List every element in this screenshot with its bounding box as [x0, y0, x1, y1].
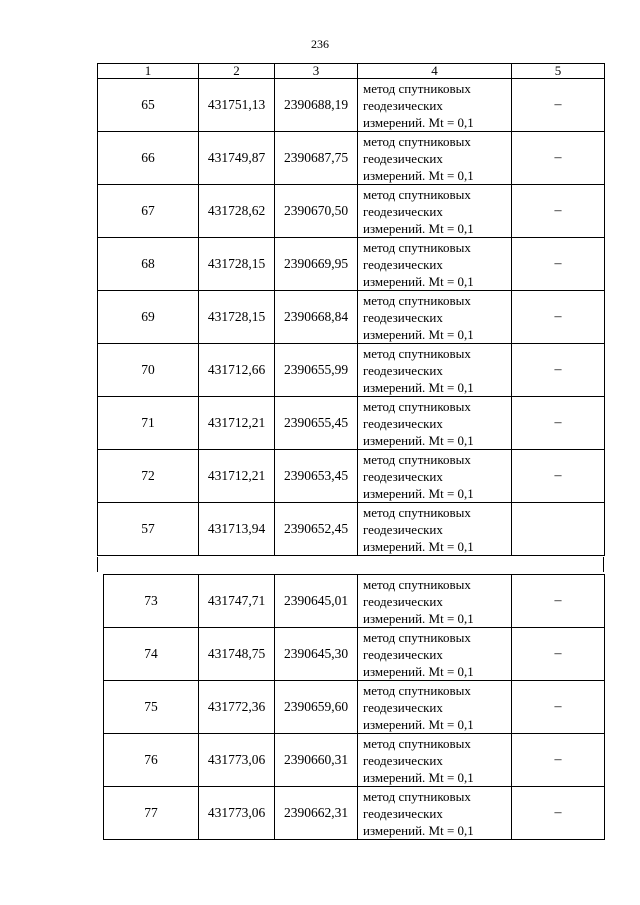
method-line: геодезических [363, 468, 443, 484]
method-cell [358, 185, 512, 238]
header-cell-1: 1 [98, 64, 199, 79]
point-number-cell: 67 [98, 185, 199, 238]
note-cell: – [512, 291, 605, 344]
method-line: метод спутниковых [363, 682, 471, 698]
y-coordinate-cell: 2390655,45 [275, 397, 358, 450]
table-row [98, 185, 605, 238]
y-coordinate-cell: 2390652,45 [275, 503, 358, 556]
method-line: метод спутниковых [363, 398, 471, 414]
table-row [98, 503, 605, 556]
method-cell [358, 132, 512, 185]
table-row [98, 397, 605, 450]
y-coordinate-cell: 2390670,50 [275, 185, 358, 238]
method-line: метод спутниковых [363, 735, 471, 751]
x-coordinate-cell: 431749,87 [199, 132, 275, 185]
method-line: геодезических [363, 150, 443, 166]
x-coordinate-cell: 431772,36 [199, 681, 275, 734]
table-row [104, 681, 605, 734]
point-number-cell: 72 [98, 450, 199, 503]
method-line: измерений. Mt = 0,1 [363, 485, 474, 501]
y-coordinate-cell: 2390668,84 [275, 291, 358, 344]
y-coordinate-cell: 2390669,95 [275, 238, 358, 291]
method-line: геодезических [363, 415, 443, 431]
point-number-cell: 65 [98, 79, 199, 132]
y-coordinate-cell: 2390659,60 [275, 681, 358, 734]
method-line: метод спутниковых [363, 133, 471, 149]
x-coordinate-cell: 431773,06 [199, 734, 275, 787]
table-row [104, 734, 605, 787]
y-coordinate-cell: 2390660,31 [275, 734, 358, 787]
table-row [98, 238, 605, 291]
method-line: геодезических [363, 593, 443, 609]
method-line: метод спутниковых [363, 345, 471, 361]
method-line: метод спутниковых [363, 292, 471, 308]
point-number-cell: 68 [98, 238, 199, 291]
method-line: измерений. Mt = 0,1 [363, 273, 474, 289]
x-coordinate-cell: 431712,66 [199, 344, 275, 397]
method-line: измерений. Mt = 0,1 [363, 538, 474, 554]
method-cell [358, 450, 512, 503]
method-line: измерений. Mt = 0,1 [363, 663, 474, 679]
header-cell-2: 2 [199, 64, 275, 79]
note-cell [512, 503, 605, 556]
method-line: геодезических [363, 203, 443, 219]
x-coordinate-cell: 431751,13 [199, 79, 275, 132]
note-cell: – [512, 681, 605, 734]
method-cell [358, 681, 512, 734]
table-row [98, 291, 605, 344]
y-coordinate-cell: 2390653,45 [275, 450, 358, 503]
method-line: измерений. Mt = 0,1 [363, 432, 474, 448]
point-number-cell: 73 [104, 575, 199, 628]
method-cell [358, 575, 512, 628]
note-cell: – [512, 734, 605, 787]
method-cell [358, 628, 512, 681]
note-cell: – [512, 185, 605, 238]
y-coordinate-cell: 2390688,19 [275, 79, 358, 132]
x-coordinate-cell: 431728,15 [199, 291, 275, 344]
table-row [98, 450, 605, 503]
method-line: геодезических [363, 362, 443, 378]
method-line: геодезических [363, 805, 443, 821]
method-line: геодезических [363, 256, 443, 272]
method-line: измерений. Mt = 0,1 [363, 220, 474, 236]
method-cell [358, 397, 512, 450]
method-cell [358, 787, 512, 840]
point-number-cell: 69 [98, 291, 199, 344]
table-row [104, 575, 605, 628]
point-number-cell: 66 [98, 132, 199, 185]
point-number-cell: 71 [98, 397, 199, 450]
table-row [104, 628, 605, 681]
method-line: метод спутниковых [363, 576, 471, 592]
y-coordinate-cell: 2390645,30 [275, 628, 358, 681]
x-coordinate-cell: 431773,06 [199, 787, 275, 840]
method-cell [358, 503, 512, 556]
x-coordinate-cell: 431748,75 [199, 628, 275, 681]
page-number: 236 [311, 37, 329, 51]
method-line: геодезических [363, 752, 443, 768]
table-row [98, 132, 605, 185]
table-row [98, 344, 605, 397]
method-line: измерений. Mt = 0,1 [363, 769, 474, 785]
y-coordinate-cell: 2390655,99 [275, 344, 358, 397]
point-number-cell: 75 [104, 681, 199, 734]
method-line: измерений. Mt = 0,1 [363, 716, 474, 732]
method-line: геодезических [363, 309, 443, 325]
header-cell-5: 5 [512, 64, 605, 79]
header-row [98, 64, 605, 79]
y-coordinate-cell: 2390645,01 [275, 575, 358, 628]
x-coordinate-cell: 431712,21 [199, 450, 275, 503]
method-line: измерений. Mt = 0,1 [363, 326, 474, 342]
note-cell: – [512, 628, 605, 681]
method-line: геодезических [363, 521, 443, 537]
point-number-cell: 77 [104, 787, 199, 840]
method-cell [358, 79, 512, 132]
method-cell [358, 344, 512, 397]
header-cell-4: 4 [358, 64, 512, 79]
method-line: метод спутниковых [363, 186, 471, 202]
method-cell [358, 291, 512, 344]
method-line: геодезических [363, 646, 443, 662]
point-number-cell: 74 [104, 628, 199, 681]
y-coordinate-cell: 2390687,75 [275, 132, 358, 185]
note-cell: – [512, 79, 605, 132]
coordinates-table-continued [103, 574, 605, 840]
y-coordinate-cell: 2390662,31 [275, 787, 358, 840]
method-line: метод спутниковых [363, 80, 471, 96]
note-cell: – [512, 450, 605, 503]
method-line: измерений. Mt = 0,1 [363, 822, 474, 838]
note-cell: – [512, 787, 605, 840]
method-line: геодезических [363, 699, 443, 715]
x-coordinate-cell: 431728,62 [199, 185, 275, 238]
point-number-cell: 76 [104, 734, 199, 787]
x-coordinate-cell: 431728,15 [199, 238, 275, 291]
section-gap [97, 557, 604, 572]
table-row [104, 787, 605, 840]
method-line: метод спутниковых [363, 239, 471, 255]
note-cell: – [512, 132, 605, 185]
method-cell [358, 238, 512, 291]
method-line: метод спутниковых [363, 629, 471, 645]
method-line: измерений. Mt = 0,1 [363, 379, 474, 395]
note-cell: – [512, 238, 605, 291]
header-cell-3: 3 [275, 64, 358, 79]
note-cell: – [512, 575, 605, 628]
note-cell: – [512, 344, 605, 397]
x-coordinate-cell: 431712,21 [199, 397, 275, 450]
method-line: измерений. Mt = 0,1 [363, 167, 474, 183]
point-number-cell: 57 [98, 503, 199, 556]
method-line: измерений. Mt = 0,1 [363, 610, 474, 626]
method-line: метод спутниковых [363, 451, 471, 467]
point-number-cell: 70 [98, 344, 199, 397]
table-row [98, 79, 605, 132]
method-line: геодезических [363, 97, 443, 113]
method-line: измерений. Mt = 0,1 [363, 114, 474, 130]
x-coordinate-cell: 431747,71 [199, 575, 275, 628]
x-coordinate-cell: 431713,94 [199, 503, 275, 556]
method-cell [358, 734, 512, 787]
note-cell: – [512, 397, 605, 450]
method-line: метод спутниковых [363, 788, 471, 804]
coordinates-table [97, 63, 605, 556]
method-line: метод спутниковых [363, 504, 471, 520]
